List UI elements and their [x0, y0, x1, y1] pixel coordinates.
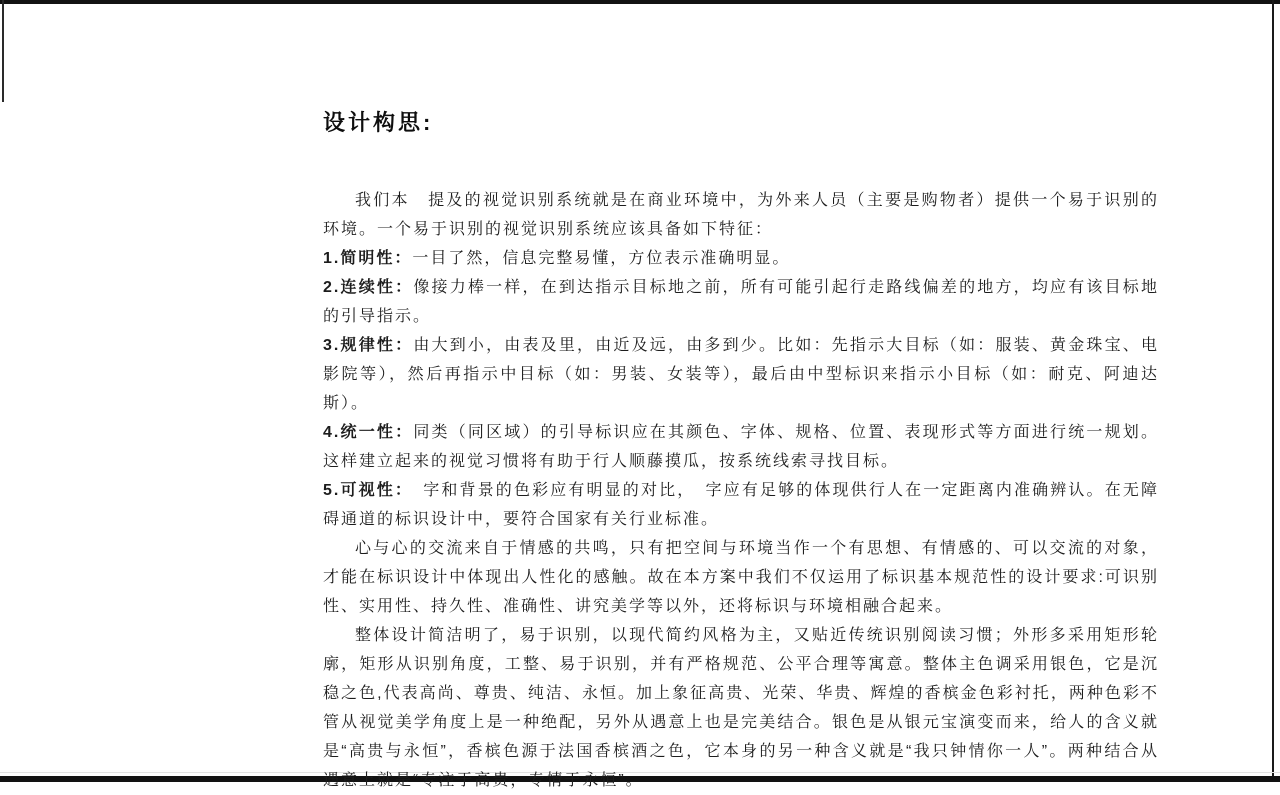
- body-paragraph-overall-design: 整体设计简洁明了，易于识别，以现代简约风格为主，又贴近传统识别阅读习惯；外形多采用矩形轮廓，矩形从识别角度，工整、易于识别，并有严格规范、公平合理等寓意。整体主色调采用银色，它是沉稳之色,代表高尚、尊贵、纯洁、永恒。加上象征高贵、光荣、华贵、辉煌的香槟金色彩衬托，两种色彩不管从视觉美学角度上是一种绝配，另外从遇意上也是完美结合。银色是从银元宝演变而来，给人的含义就是“高贵与永恒”，香槟色源于法国香槟酒之色，它本身的另一种含义就是“我只钟情你一人”。两种结合从遇意上就是“专注于高贵，专情于永恒”。: [323, 627, 1159, 789]
- feature-label: 2.连续性：: [323, 279, 414, 296]
- feature-label: 1.简明性：: [323, 250, 413, 267]
- feature-item-2: [323, 273, 1159, 331]
- feature-text: 字和背景的色彩应有明显的对比， 字应有足够的体现供行人在一定距离内准确辨认。在无障碍通道的标识设计中，要符合国家有关行业标准。: [323, 482, 1159, 528]
- feature-label: 3.规律性：: [323, 337, 414, 354]
- body-paragraph-emotion: 心与心的交流来自于情感的共鸣，只有把空间与环境当作一个有思想、有情感的、可以交流的对象，才能在标识设计中体现出人性化的感触。故在本方案中我们不仅运用了标识基本规范性的设计要求:可识别性、实用性、持久性、准确性、讲究美学等以外，还将标识与环境相融合起来。: [323, 540, 1159, 615]
- feature-item-4: [323, 418, 1159, 476]
- page-border-right: [1272, 0, 1274, 782]
- feature-label: 4.统一性：: [323, 424, 414, 441]
- document-body: [323, 110, 1159, 795]
- page-title: 设计构思:: [323, 110, 434, 135]
- intro-paragraph: 我们本 提及的视觉识别系统就是在商业环境中，为外来人员（主要是购物者）提供一个易于识别的环境。一个易于识别的视觉识别系统应该具备如下特征：: [323, 192, 1159, 238]
- page-border-left: [2, 0, 4, 102]
- feature-text: 同类（同区域）的引导标识应在其颜色、字体、规格、位置、表现形式等方面进行统一规划。这样建立起来的视觉习惯将有助于行人顺藤摸瓜，按系统线索寻找目标。: [323, 424, 1159, 470]
- feature-item-3: [323, 331, 1159, 418]
- feature-item-5: [323, 476, 1159, 534]
- page-border-top: [0, 0, 1280, 4]
- feature-text: 一目了然，信息完整易懂，方位表示准确明显。: [412, 250, 791, 267]
- feature-item-1: [323, 244, 1159, 273]
- feature-text: 由大到小，由表及里，由近及远，由多到少。比如：先指示大目标（如：服装、黄金珠宝、电影院等），然后再指示中目标（如：男装、女装等），最后由中型标识来指示小目标（如：耐克、阿迪达斯）。: [323, 337, 1159, 412]
- feature-text: 像接力棒一样，在到达指示目标地之前，所有可能引起行走路线偏差的地方，均应有该目标地的引导指示。: [323, 279, 1159, 325]
- feature-label: 5.可视性：: [323, 482, 406, 499]
